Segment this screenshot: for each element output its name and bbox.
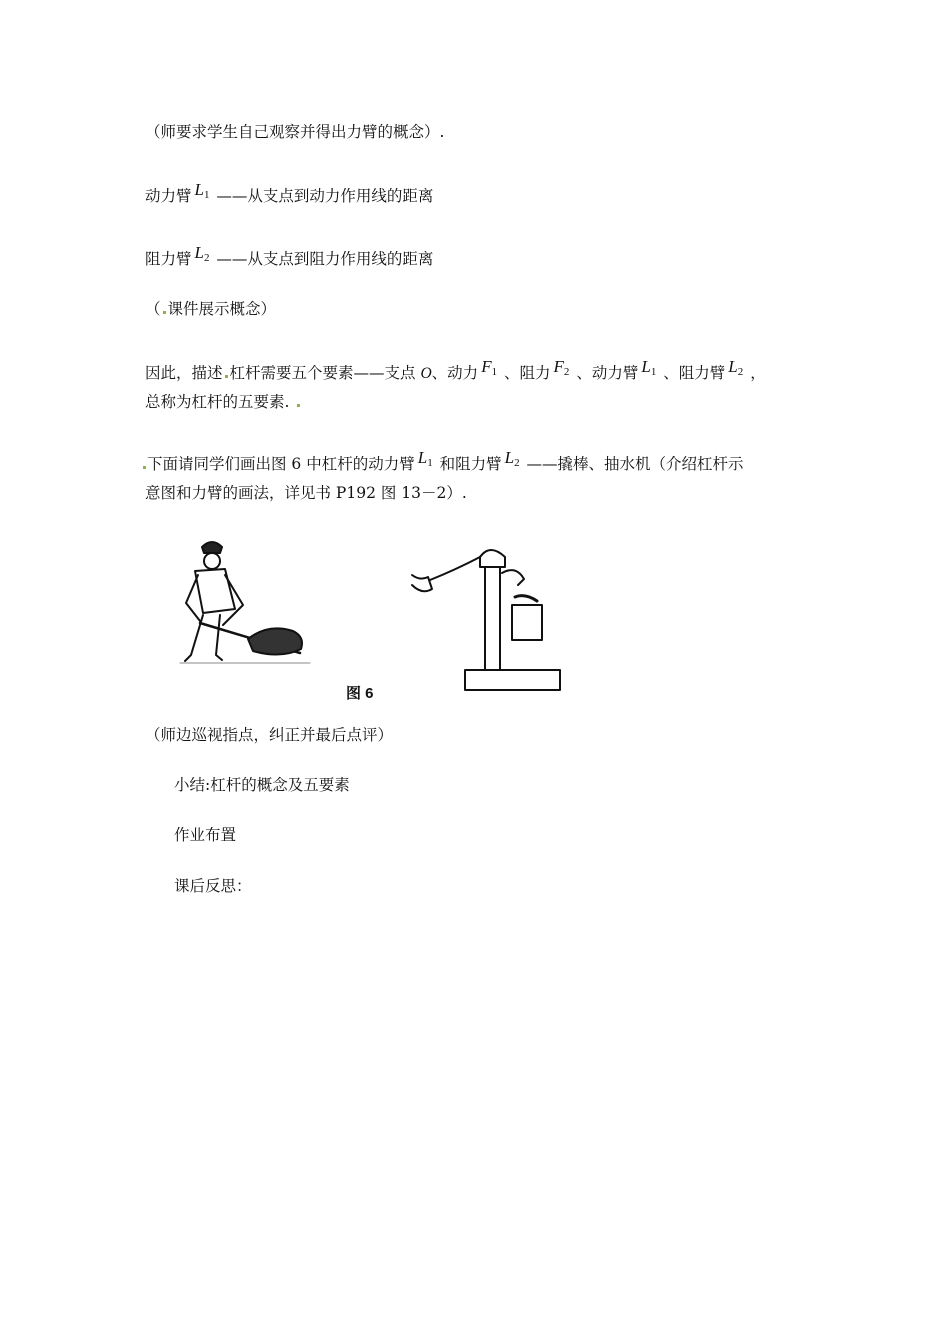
figure-caption: 图 6 — [346, 685, 374, 702]
text-line-homework: 作业布置 — [174, 826, 237, 844]
water-pump-drawing — [412, 550, 560, 690]
text-line-courseware: （ 课件展示概念） — [145, 300, 277, 318]
symbol-f1: $F_1$ — [481, 357, 498, 378]
figure-6-svg — [150, 535, 565, 710]
text-line-draw-task: 下面请同学们画出图 6 中杠杆的动力臂 $L_1$ 和阻力臂 $L_2$ ——撬棒、抽水机（介绍杠杆示 — [143, 454, 744, 479]
symbol-l2: $L_2$ — [504, 448, 520, 469]
text-line-summary: 小结:杠杆的概念及五要素 — [174, 776, 350, 794]
worker-crowbar-drawing — [180, 542, 310, 663]
text-line-1: （师要求学生自己观察并得出力臂的概念）. — [145, 123, 445, 141]
text-line-summary-elements: 总称为杠杆的五要素. — [145, 392, 302, 412]
figure-6-lever-illustration — [150, 535, 565, 710]
text-line-resistance-arm: 阻力臂 $L_2$ ——从支点到阻力作用线的距离 — [145, 243, 434, 268]
mark-dot — [225, 375, 228, 378]
text-line-teacher-patrol: （师边巡视指点，纠正并最后点评） — [145, 726, 394, 744]
symbol-l1: $L_1$ — [641, 357, 657, 378]
mark-dot — [163, 311, 166, 314]
mark-dot — [143, 466, 146, 469]
symbol-l1: $L_1$ — [417, 448, 433, 469]
symbol-l1: $L_1$ — [194, 180, 210, 201]
text-line-five-elements: 因此，描述 杠杆需要五个要素——支点 O、动力 $F_1$ 、阻力 $F_2$ 、动力臂 $L_1$ 、阻力臂 $L_2$ ， — [145, 357, 766, 382]
text-line-reflection: 课后反思： — [174, 877, 252, 895]
symbol-f2: $F_2$ — [553, 357, 570, 378]
mark-dot — [297, 404, 300, 407]
symbol-l2: $L_2$ — [194, 243, 210, 264]
symbol-l2: $L_2$ — [728, 357, 744, 378]
text-line-effort-arm: 动力臂 $L_1$ ——从支点到动力作用线的距离 — [145, 180, 434, 205]
text-line-draw-task-cont: 意图和力臂的画法，详见书 P192 图 13－2）. — [145, 484, 467, 502]
